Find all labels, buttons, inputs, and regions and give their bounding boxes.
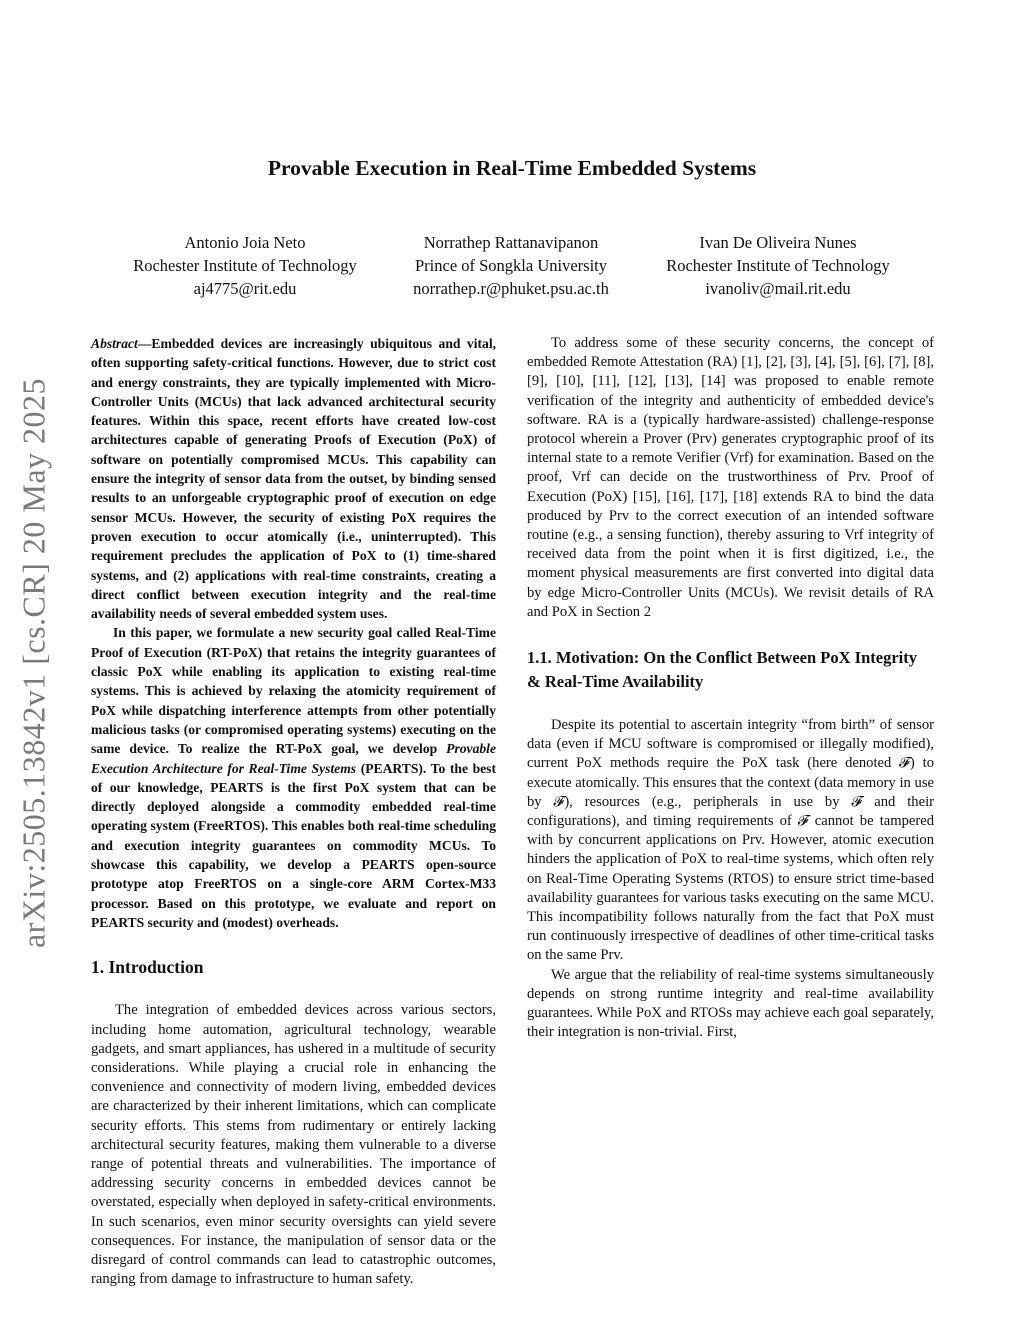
author-email: ivanoliv@mail.rit.edu	[705, 279, 851, 298]
paper-title: Provable Execution in Real-Time Embedded Systems	[267, 156, 757, 180]
abstract-emphasis: Provable Execution Architecture for Real-Time Systems	[91, 741, 496, 776]
abstract-text-2b: (PEARTS). To the best of our knowledge, PEARTS is the first PoX system that can be directly deployed alongside a commodity embedded real-time operating system (FreeRTOS). This enables both real-time scheduling and execution integrity guarantees on commodity MCUs. To showcase this capability, we develop a PEARTS open-source prototype atop FreeRTOS on a single-core ARM Cortex-M33 processor. Based on this prototype, we evaluate and report on PEARTS security and (modest) overheads.	[91, 760, 496, 930]
motivation-paragraph-2: We argue that the reliability of real-time systems simultaneously depends on strong runtime integrity and real-time availability guarantees. While PoX and RTOSs may achieve each goal separately, their integration is non-trivial. First,	[527, 966, 934, 1041]
right-column	[527, 334, 934, 1043]
author-2	[361, 231, 661, 300]
left-column	[91, 334, 496, 1289]
motivation-paragraph-1: Despite its potential to ascertain integrity “from birth” of sensor data (even if MCU software is compromised or illegally modified), current PoX methods require the PoX task (here denoted 𝓕) to execute atomically. This ensures that the context (data memory in use by 𝓕), resources (e.g., peripherals in use by 𝓕 and their configurations), and timing requirements of 𝓕 cannot be tampered with by concurrent applications on Prv. However, atomic execution hinders the application of PoX to real-time systems, which often rely on Real-Time Operating Systems (RTOS) to ensure strict time-based availability guarantees for various tasks executing on the same MCU. This incompatibility follows naturally from the fact that PoX must run continuously irrespective of deadlines of other time-critical tasks on the same Prv.	[527, 717, 934, 964]
arxiv-identifier: arXiv:2505.13842v1 [cs.CR] 20 May 2025	[15, 377, 52, 949]
introduction-paragraph-1: The integration of embedded devices across various sectors, including home automation, agricultural technology, wearable gadgets, and smart appliances, has ushered in a multitude of security considerations. While playing a crucial role in enhancing the convenience and connectivity of modern living, embedded devices are characterized by their inherent limitations, which can complicate security efforts. This stems from rudimentary or entirely lacking architectural security features, making them vulnerable to a diverse range of potential threats and vulnerabilities. The importance of addressing security concerns in embedded devices cannot be overstated, especially when deployed in safety-critical environments. In such scenarios, even minor security oversights can yield severe consequences. For instance, the manipulation of sensor data or the disregard of control commands can lead to catastrophic outcomes, ranging from damage to infrastructure to human safety.	[91, 1002, 496, 1288]
right-column-body	[527, 334, 934, 622]
introduction-paragraph-2: To address some of these security concerns, the concept of embedded Remote Attestation (RA) [1], [2], [3], [4], [5], [6], [7], [8], [9], [10], [11], [12], [13], [14] was proposed to enable remote verification of the integrity and authenticity of embedded device's software. RA is a (typically hardware-assisted) challenge-response protocol wherein a Prover (Prv) generates cryptographic proof of its internal state to a remote Verifier (Vrf) for examination. Based on the proof, Vrf can decide on the trustworthiness of Prv. Proof of Execution (PoX) [15], [16], [17], [18] extends RA to bind the data produced by Prv to the correct execution of an intended software routine (e.g., a sensing function), thereby assuring to Vrf integrity of received data from the point when it is first digitized, i.e., the moment physical measurements are first converted into digital data by edge Micro-Controller Units (MCUs). We revisit details of RA and PoX in Section 2	[527, 335, 934, 620]
author-email: aj4775@rit.edu	[193, 279, 297, 298]
author-affiliation: Prince of Songkla University	[414, 256, 607, 275]
author-name: Antonio Joia Neto	[184, 233, 306, 252]
author-name: Ivan De Oliveira Nunes	[699, 233, 857, 252]
author-name: Norrathep Rattanavipanon	[423, 233, 599, 252]
section-heading-introduction: 1. Introduction	[91, 957, 204, 978]
motivation-body	[527, 716, 934, 1042]
author-affiliation: Rochester Institute of Technology	[666, 256, 890, 275]
introduction-body	[91, 1001, 496, 1289]
author-3	[628, 231, 928, 300]
abstract-label: Abstract	[91, 336, 138, 351]
abstract-text-1: —Embedded devices are increasingly ubiquitous and vital, often supporting safety-critical functions. However, due to strict cost and energy constraints, they are typically implemented with Micro-Controller Units (MCUs) that lack advanced architectural security features. Within this space, recent efforts have created low-cost architectures capable of generating Proofs of Execution (PoX) of software on potentially compromised MCUs. This capability can ensure the integrity of sensor data from the outset, by binding sensed results to an unforgeable cryptographic proof of execution on edge sensor MCUs. However, the security of existing PoX requires the proven execution to occur atomically (i.e., uninterrupted). This requirement precludes the application of PoX to (1) time-shared systems, and (2) applications with real-time constraints, creating a direct conflict between execution integrity and the real-time availability needs of several embedded system uses.	[91, 336, 496, 622]
author-1	[95, 231, 395, 300]
author-affiliation: Rochester Institute of Technology	[133, 256, 357, 275]
arxiv-sidebar	[12, 363, 56, 963]
abstract-text-2a: In this paper, we formulate a new security goal called Real-Time Proof of Execution (RT-PoX) that retains the integrity guarantees of classic PoX while enabling its application to existing real-time systems. This is achieved by relaxing the atomicity requirement of PoX while dispatching interference attempts from other potentially malicious tasks (or compromised operating systems) executing on the same device. To realize the RT-PoX goal, we develop	[91, 625, 496, 757]
subsection-heading-motivation: 1.1. Motivation: On the Conflict Between PoX Integrity & Real-Time Availability	[527, 648, 917, 692]
abstract-paragraph-1	[91, 334, 496, 623]
author-email: norrathep.r@phuket.psu.ac.th	[413, 279, 609, 298]
abstract-paragraph-2	[91, 623, 496, 932]
abstract	[91, 334, 496, 932]
